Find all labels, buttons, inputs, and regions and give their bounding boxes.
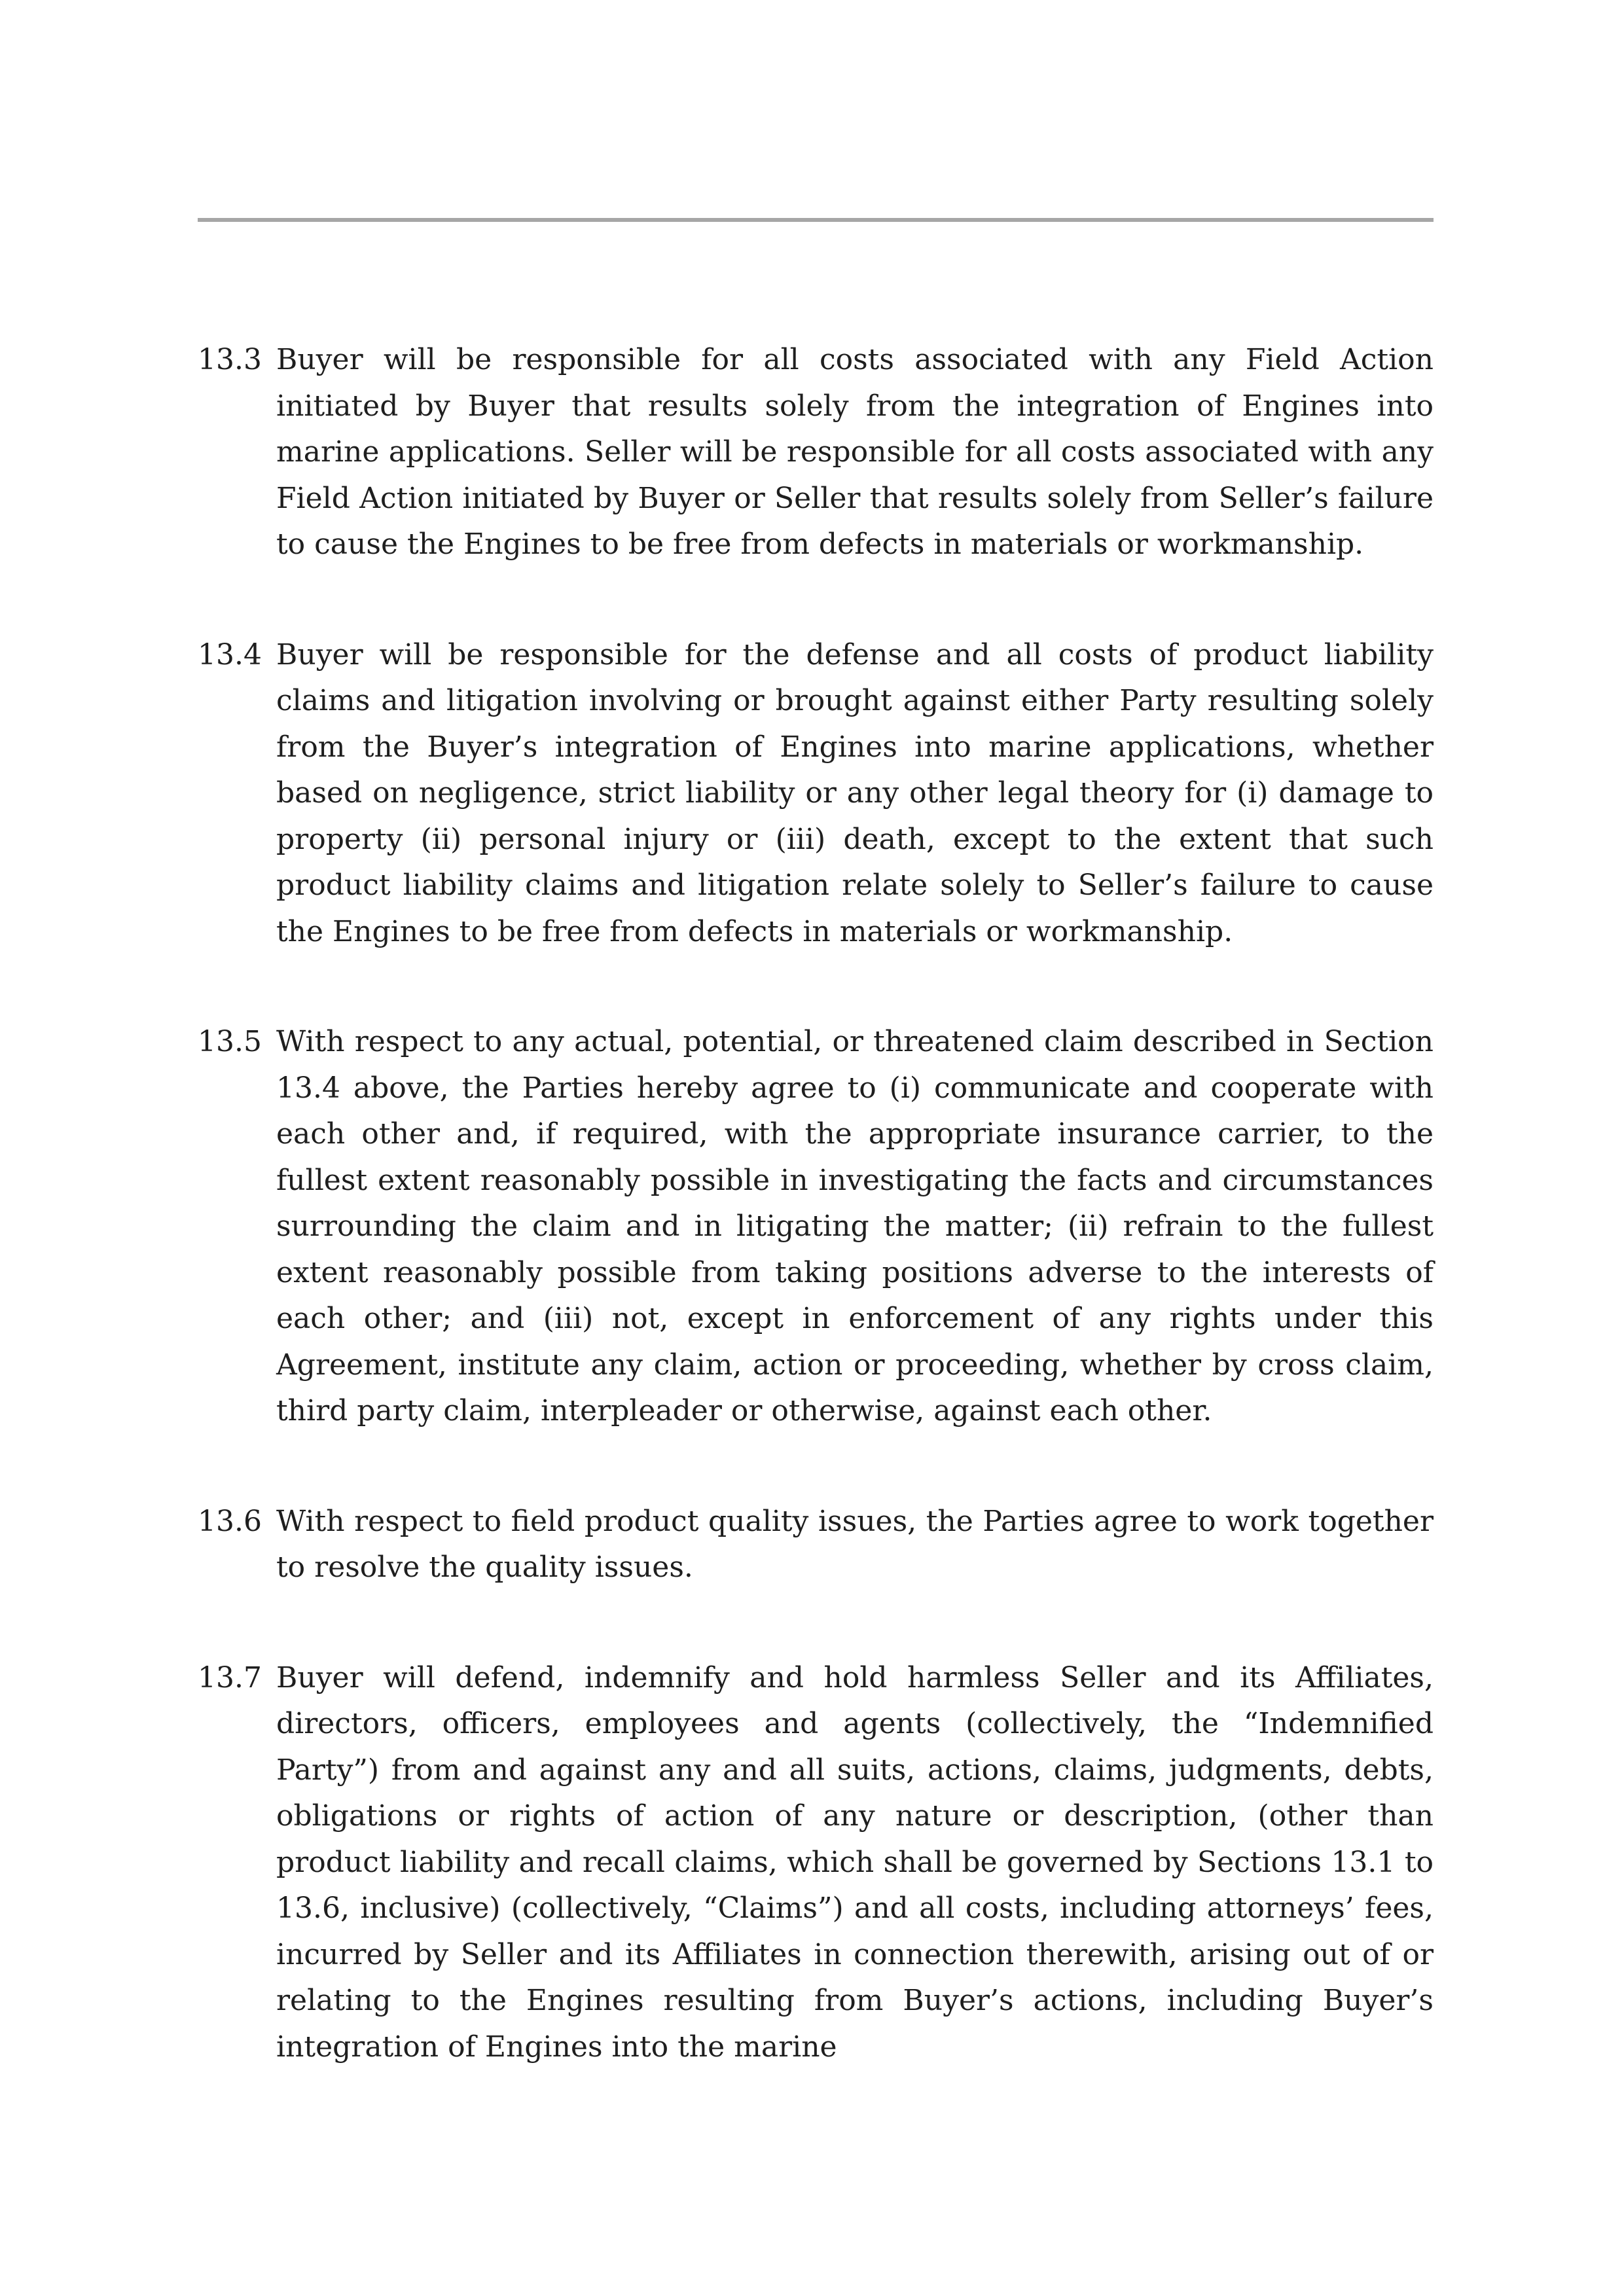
clause-text: Buyer will be responsible for all costs associated with any Field Action initiated by Buyer that results solely from the integration of Engines into marine applications. Seller will be responsible for all costs associated with any Field Action initiated by Buyer or Seller that results solely from Seller’s failure to cause the Engines to be free from defects in materials or workmanship. (276, 343, 1434, 561)
clause-number: 13.7 (198, 1660, 262, 1695)
clause-number: 13.4 (198, 637, 262, 672)
header-divider (198, 218, 1434, 222)
clause-text: Buyer will defend, indemnify and hold harmless Seller and its Affiliates, directors, officers, employees and agents (collectively, the “Indemnified Party”) from and against any and all suits, actions, claims, judgments, debts, obligations or rights of action of any nature or description, (other than product liability and recall claims, which shall be governed by Sections 13.1 to 13.6, inclusive) (collectively, “Claims”) and all costs, including attorneys’ fees, incurred by Seller and its Affiliates in connection therewith, arising out of or relating to the Engines resulting from Buyer’s actions, including Buyer’s integration of Engines into the marine (276, 1660, 1434, 2064)
clause-number: 13.3 (198, 343, 262, 376)
clause-text: With respect to any actual, potential, or threatened claim described in Section 13.4 above, the Parties hereby agree to (i) communicate and cooperate with each other and, if required, with the appropriate insurance carrier, to the fullest extent reasonably possible in investigating the facts and circumstances surrounding the claim and in litigating the matter; (ii) refrain to the fullest extent reasonably possible from taking positions adverse to the interests of each other; and (iii) not, except in enforcement of any rights under this Agreement, institute any claim, action or proceeding, whether by cross claim, third party claim, interpleader or otherwise, against each other. (276, 1025, 1434, 1427)
clause-13-4 (198, 632, 1434, 956)
clause-13-5 (198, 1019, 1434, 1435)
clause-13-7 (198, 1655, 1434, 2071)
clause-list (198, 337, 1434, 2134)
clause-13-6 (198, 1499, 1434, 1591)
clause-number: 13.6 (198, 1504, 262, 1538)
clause-text: With respect to field product quality issues, the Parties agree to work together to resolve the quality issues. (276, 1504, 1434, 1584)
clause-text: Buyer will be responsible for the defense and all costs of product liability claims and litigation involving or brought against either Party resulting solely from the Buyer’s integration of Engines into marine applications, whether based on negligence, strict liability or any other legal theory for (i) damage to property (ii) personal injury or (iii) death, except to the extent that such product liability claims and litigation relate solely to Seller’s failure to cause the Engines to be free from defects in materials or workmanship. (276, 637, 1434, 948)
clause-number: 13.5 (198, 1025, 262, 1058)
clause-13-3 (198, 337, 1434, 568)
